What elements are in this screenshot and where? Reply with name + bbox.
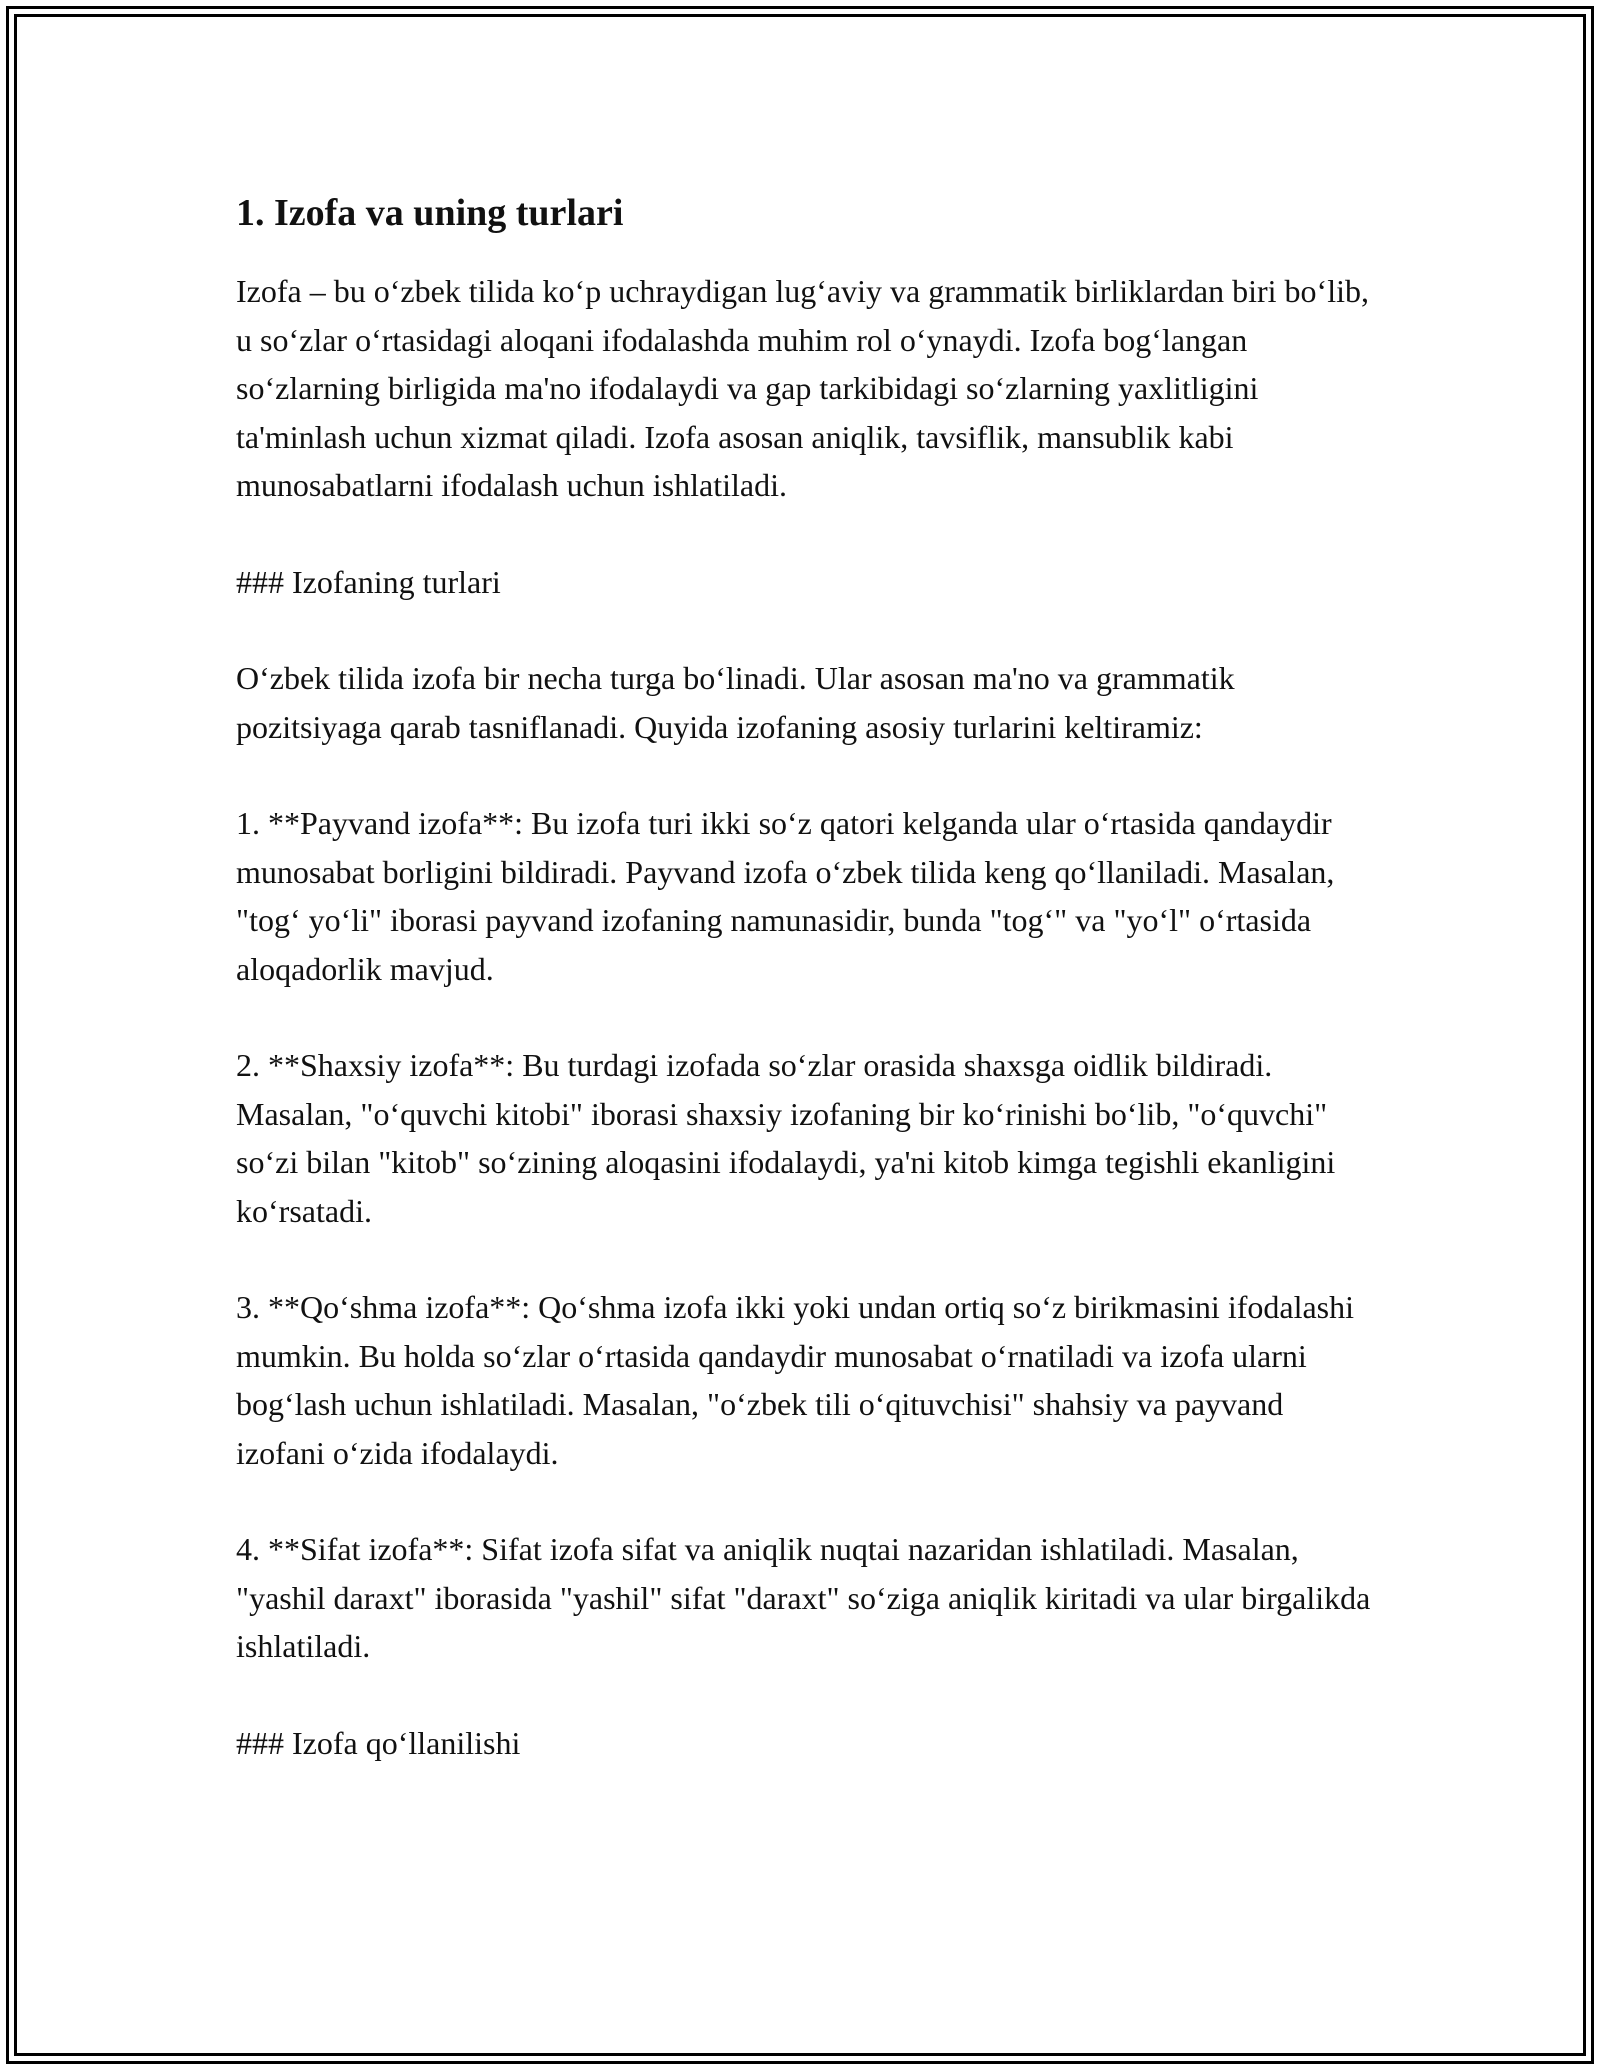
list-item-payvand: 1. **Payvand izofa**: Bu izofa turi ikki so‘z qatori kelganda ular o‘rtasida qandaydir munosabat borligini bildiradi. Payvand izofa o‘zbek tilida keng qo‘llaniladi. Masalan, "tog‘ yo‘li" iborasi payvand izofaning namunasidir, bunda "tog‘" va "yo‘l" o‘rtasida aloqadorlik mavjud. <box>236 805 1335 987</box>
list-item-sifat: 4. **Sifat izofa**: Sifat izofa sifat va aniqlik nuqtai nazaridan ishlatiladi. Masalan, "yashil daraxt" iborasida "yashil" sifat "daraxt" so‘ziga aniqlik kiritadi va ular birgalikda ishlatiladi. <box>236 1531 1371 1664</box>
section-heading-types: ### Izofaning turlari <box>236 563 501 600</box>
types-intro-paragraph: O‘zbek tilida izofa bir necha turga bo‘linadi. Ular asosan ma'no va grammatik pozitsiyaga qarab tasniflanadi. Quyida izofaning asosiy turlarini keltiramiz: <box>236 660 1235 745</box>
intro-paragraph: Izofa – bu o‘zbek tilida ko‘p uchraydigan lug‘aviy va grammatik birliklardan biri bo‘lib, u so‘zlar o‘rtasidagi aloqani ifodalashda muhim rol o‘ynaydi. Izofa bog‘langan so‘zlarning birligida ma'no ifodalaydi va gap tarkibidagi so‘zlarning yaxlitligini ta'minlash uchun xizmat qiladi. Izofa asosan aniqlik, tavsiflik, mansublik kabi munosabatlarni ifodalash uchun ishlatiladi. <box>236 273 1369 503</box>
list-item-shaxsiy: 2. **Shaxsiy izofa**: Bu turdagi izofada so‘zlar orasida shaxsga oidlik bildiradi. Masalan, "o‘quvchi kitobi" iborasi shaxsiy izofaning bir ko‘rinishi bo‘lib, "o‘quvchi" so‘zi bilan "kitob" so‘zining aloqasini ifodalaydi, ya'ni kitob kimga tegishli ekanligini ko‘rsatadi. <box>236 1047 1336 1229</box>
document-title: 1. Izofa va uning turlari <box>236 192 624 234</box>
list-item-qoshma: 3. **Qo‘shma izofa**: Qo‘shma izofa ikki yoki undan ortiq so‘z birikmasini ifodalashi mumkin. Bu holda so‘zlar o‘rtasida qandaydir munosabat o‘rnatiladi va izofa ularni bog‘lash uchun ishlatiladi. Masalan, "o‘zbek tili o‘qituvchisi" shahsiy va payvand izofani o‘zida ifodalaydi. <box>236 1289 1354 1471</box>
document-body <box>236 184 1376 1767</box>
section-heading-usage: ### Izofa qo‘llanilishi <box>236 1724 521 1761</box>
